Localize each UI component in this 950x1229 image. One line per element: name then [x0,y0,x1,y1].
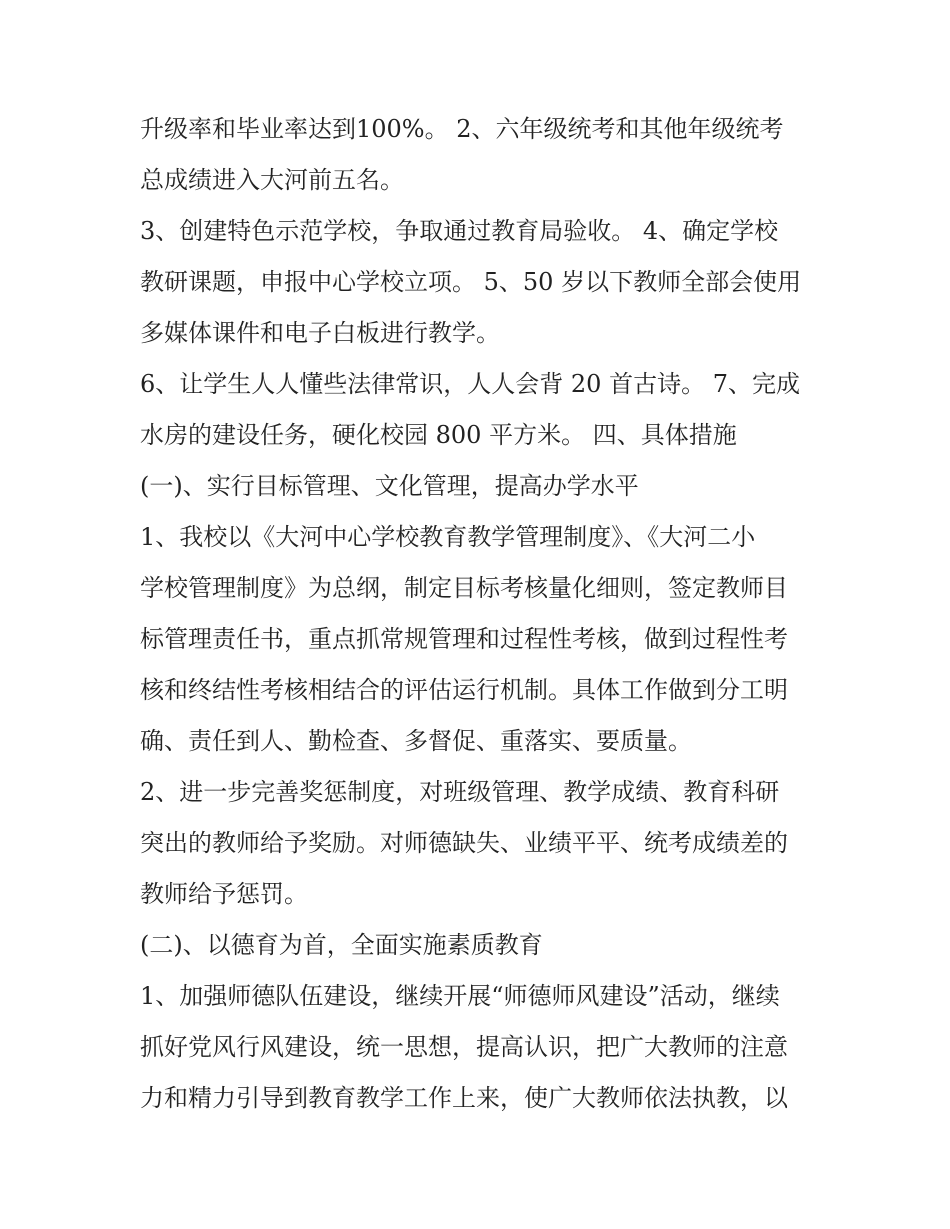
section-heading: (一)、实行目标管理、文化管理，提高办学水平 [140,472,639,500]
text-line: 教研课题，申报中心学校立项。 5、50 岁以下教师全部会使用 [140,268,802,296]
text-line: 水房的建设任务，硬化校园 800 平方米。 四、具体措施 [140,421,737,449]
text-line: 突出的教师给予奖励。对师德缺失、业绩平平、统考成绩差的 [140,829,788,857]
text-line: 总成绩进入大河前五名。 [140,166,404,194]
text-line: 2、进一步完善奖惩制度，对班级管理、教学成绩、教育科研 [140,778,780,806]
text-line: 教师给予惩罚。 [140,880,308,908]
text-line: 标管理责任书，重点抓常规管理和过程性考核，做到过程性考 [140,625,788,653]
text-line: 确、责任到人、勤检查、多督促、重落实、要质量。 [140,727,692,755]
text-line: 力和精力引导到教育教学工作上来，使广大教师依法执教，以 [140,1084,788,1112]
document-body [140,104,820,1124]
text-line: 抓好党风行风建设，统一思想，提高认识，把广大教师的注意 [140,1033,788,1061]
text-line: 3、创建特色示范学校，争取通过教育局验收。 4、确定学校 [140,217,779,245]
text-line: 学校管理制度》为总纲，制定目标考核量化细则，签定教师目 [140,574,788,602]
text-line: 1、加强师德队伍建设，继续开展“师德师风建设”活动，继续 [140,982,780,1010]
text-line: 核和终结性考核相结合的评估运行机制。具体工作做到分工明 [140,676,788,704]
section-heading: (二)、以德育为首，全面实施素质教育 [140,931,543,959]
text-line: 升级率和毕业率达到100%。 2、六年级统考和其他年级统考 [140,115,784,143]
text-line: 多媒体课件和电子白板进行教学。 [140,319,500,347]
text-line: 1、我校以《大河中心学校教育教学管理制度》、《大河二小 [140,523,756,551]
text-line: 6、让学生人人懂些法律常识，人人会背 20 首古诗。 7、完成 [140,370,800,398]
